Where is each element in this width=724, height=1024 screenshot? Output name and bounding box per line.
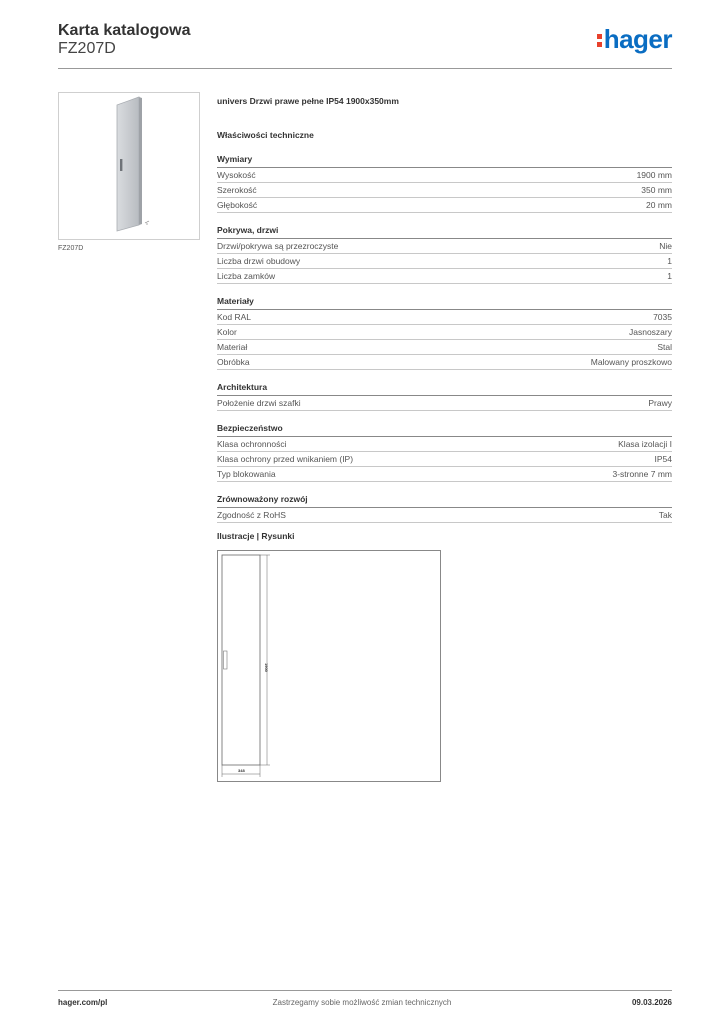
property-value: 350 mm — [641, 185, 672, 195]
group-title: Wymiary — [217, 154, 672, 168]
group-title: Materiały — [217, 296, 672, 310]
property-label: Głębokość — [217, 200, 258, 210]
property-group — [217, 296, 672, 376]
property-row — [217, 355, 672, 370]
property-label: Klasa ochrony przed wnikaniem (IP) — [217, 454, 354, 464]
property-value: Prawy — [648, 398, 672, 408]
property-label: Typ blokowania — [217, 469, 276, 479]
header-divider — [58, 68, 672, 69]
property-groups — [217, 154, 672, 529]
property-row — [217, 325, 672, 340]
property-group — [217, 423, 672, 488]
product-image — [58, 92, 200, 240]
property-label: Wysokość — [217, 170, 256, 180]
property-value: 7035 — [653, 312, 672, 322]
property-value: 20 mm — [646, 200, 672, 210]
footer-date: 09.03.2026 — [631, 998, 672, 1007]
property-label: Obróbka — [217, 357, 250, 367]
logo-text: hager — [603, 24, 672, 54]
group-title: Zrównoważony rozwój — [217, 494, 672, 508]
property-value: Malowany proszkowo — [590, 357, 672, 367]
property-row — [217, 340, 672, 355]
property-value: Stal — [657, 342, 672, 352]
property-group — [217, 494, 672, 529]
footer-site-link[interactable]: hager.com/pl — [58, 998, 108, 1007]
technical-section — [217, 96, 672, 529]
image-caption: FZ207D — [58, 245, 84, 252]
property-row — [217, 467, 672, 482]
property-row — [217, 396, 672, 411]
technical-heading: Właściwości techniczne — [217, 130, 314, 140]
footer-notice: Zastrzegamy sobie możliwość zmian technicznych — [272, 998, 452, 1007]
footer-divider — [58, 990, 672, 991]
drawing-width-label: 348 — [238, 768, 245, 773]
hager-logo — [597, 26, 672, 52]
group-title: Architektura — [217, 382, 672, 396]
drawing-height-label: 1900 — [264, 663, 269, 672]
property-label: Klasa ochronności — [217, 439, 287, 449]
property-row — [217, 310, 672, 325]
property-value: Jasnoszary — [629, 327, 672, 337]
property-row — [217, 437, 672, 452]
property-label: Położenie drzwi szafki — [217, 398, 301, 408]
property-row — [217, 168, 672, 183]
property-value: Klasa izolacji I — [618, 439, 672, 449]
property-value: 3-stronne 7 mm — [612, 469, 672, 479]
property-label: Zgodność z RoHS — [217, 510, 286, 520]
property-value: IP54 — [654, 454, 672, 464]
property-row — [217, 198, 672, 213]
property-value: Nie — [659, 241, 672, 251]
property-value: 1 — [667, 271, 672, 281]
property-row — [217, 183, 672, 198]
property-row — [217, 254, 672, 269]
property-row — [217, 508, 672, 523]
illustrations-heading: Ilustracje | Rysunki — [217, 531, 295, 541]
door-drawing-icon — [218, 551, 440, 781]
property-value: 1 — [667, 256, 672, 266]
property-label: Liczba drzwi obudowy — [217, 256, 301, 266]
property-value: Tak — [658, 510, 672, 520]
property-group — [217, 382, 672, 417]
product-code: FZ207D — [58, 40, 116, 57]
property-label: Materiał — [217, 342, 248, 352]
property-row — [217, 269, 672, 284]
product-description: univers Drzwi prawe pełne IP54 1900x350mm — [217, 96, 399, 106]
page-header — [58, 20, 672, 70]
property-label: Kod RAL — [217, 312, 252, 322]
property-group — [217, 225, 672, 290]
group-title: Bezpieczeństwo — [217, 423, 672, 437]
door-product-icon — [59, 93, 199, 239]
property-value: 1900 mm — [636, 170, 672, 180]
property-label: Liczba zamków — [217, 271, 276, 281]
property-label: Kolor — [217, 327, 237, 337]
logo-dots-icon — [597, 30, 603, 48]
property-row — [217, 452, 672, 467]
property-group — [217, 154, 672, 219]
document-title: Karta katalogowa — [58, 22, 191, 39]
group-title: Pokrywa, drzwi — [217, 225, 672, 239]
technical-drawing — [217, 550, 441, 782]
property-row — [217, 239, 672, 254]
property-label: Szerokość — [217, 185, 257, 195]
property-label: Drzwi/pokrywa są przezroczyste — [217, 241, 339, 251]
